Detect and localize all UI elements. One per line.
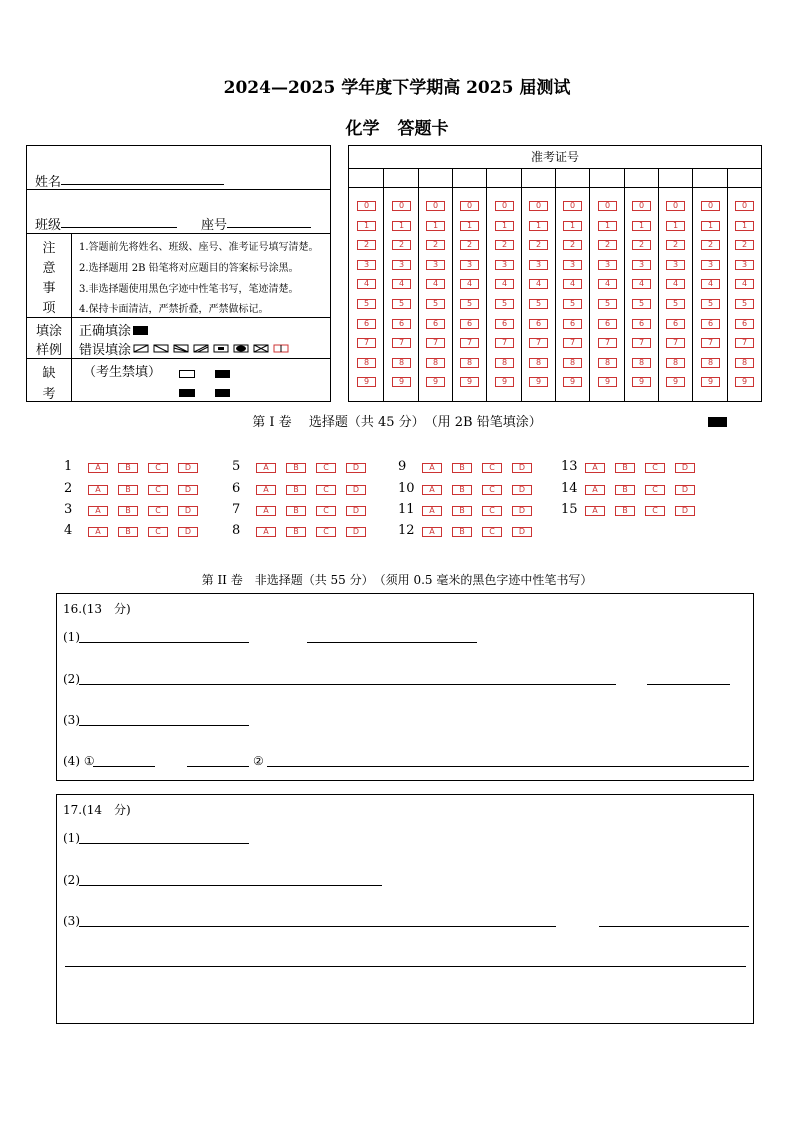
question-number: 12	[398, 523, 415, 538]
answer-option-bubble[interactable]: A	[422, 485, 442, 495]
exam-digit-bubble[interactable]: 6	[632, 319, 651, 329]
answer-option-bubble[interactable]: A	[88, 527, 108, 537]
exam-digit-bubble[interactable]: 0	[529, 201, 548, 211]
exam-digit-bubble[interactable]: 0	[666, 201, 685, 211]
answer-option-bubble[interactable]: B	[452, 485, 472, 495]
exam-digit-bubble[interactable]: 5	[632, 299, 651, 309]
q16-part3-label: (3)	[63, 713, 80, 727]
answer-option-bubble[interactable]: C	[645, 463, 665, 473]
notice-item: 4.保持卡面清洁，严禁折叠，严禁做标记。	[79, 304, 269, 315]
exam-digit-bubble[interactable]: 3	[563, 260, 582, 270]
answer-option-bubble[interactable]: D	[512, 485, 532, 495]
answer-option-bubble[interactable]: D	[675, 485, 695, 495]
q17-part2-answer-line[interactable]	[79, 885, 382, 886]
exam-digit-bubble[interactable]: 6	[666, 319, 685, 329]
answer-option-bubble[interactable]: C	[316, 485, 336, 495]
subject-label: 化学	[345, 119, 380, 139]
question-number: 7	[232, 502, 241, 517]
exam-digit-bubble[interactable]: 1	[529, 221, 548, 231]
exam-digit-bubble[interactable]: 4	[529, 279, 548, 289]
exam-digit-bubble[interactable]: 2	[666, 240, 685, 250]
answer-option-bubble[interactable]: D	[512, 463, 532, 473]
seat-label: 座号	[201, 218, 228, 233]
exam-digit-bubble[interactable]: 2	[392, 240, 411, 250]
notice-item: 2.选择题用 2B 铅笔将对应题目的答案标号涂黑。	[79, 263, 299, 274]
exam-digit-bubble[interactable]: 9	[529, 377, 548, 387]
question-16-box	[56, 593, 754, 781]
answer-option-bubble[interactable]: A	[585, 485, 605, 495]
exam-digit-bubble[interactable]: 2	[529, 240, 548, 250]
name-label: 姓名	[35, 175, 62, 190]
exam-digit-bubble[interactable]: 8	[460, 358, 479, 368]
answer-option-bubble[interactable]: A	[256, 463, 276, 473]
exam-digit-bubble[interactable]: 5	[598, 299, 617, 309]
notice-item: 1.答题前先将姓名、班级、座号、准考证号填写清楚。	[79, 242, 319, 253]
question-17-title: 17.(14 分)	[63, 803, 131, 817]
exam-digit-bubble[interactable]: 5	[735, 299, 754, 309]
q17-part1-answer-line[interactable]	[79, 843, 249, 844]
answer-option-bubble[interactable]: D	[178, 463, 198, 473]
q16-part4-answer-line-2[interactable]	[267, 766, 749, 767]
exam-digit-bubble[interactable]: 2	[632, 240, 651, 250]
exam-digit-bubble[interactable]: 2	[735, 240, 754, 250]
exam-digit-bubble[interactable]: 8	[632, 358, 651, 368]
exam-digit-bubble[interactable]: 8	[666, 358, 685, 368]
answer-option-bubble[interactable]: C	[482, 463, 502, 473]
card-label: 答题卡	[397, 119, 449, 139]
answer-option-bubble[interactable]: C	[482, 527, 502, 537]
exam-digit-bubble[interactable]: 1	[735, 221, 754, 231]
exam-digit-bubble[interactable]: 4	[392, 279, 411, 289]
exam-digit-bubble[interactable]: 2	[598, 240, 617, 250]
exam-digit-bubble[interactable]: 6	[392, 319, 411, 329]
question-16-title: 16.(13 分)	[63, 602, 131, 616]
q16-part4-answer-line-1b[interactable]	[187, 766, 249, 767]
class-label: 班级	[35, 218, 62, 233]
exam-digit-bubble[interactable]: 1	[701, 221, 720, 231]
exam-digit-bubble[interactable]: 4	[735, 279, 754, 289]
answer-option-bubble[interactable]: D	[178, 485, 198, 495]
answer-option-bubble[interactable]: B	[286, 506, 306, 516]
exam-digit-bubble[interactable]: 3	[426, 260, 445, 270]
exam-digit-bubble[interactable]: 4	[426, 279, 445, 289]
q16-part1-answer-line-2[interactable]	[307, 642, 477, 643]
answer-option-bubble[interactable]: A	[422, 506, 442, 516]
exam-digit-bubble[interactable]: 8	[357, 358, 376, 368]
answer-option-bubble[interactable]: B	[615, 463, 635, 473]
answer-option-bubble[interactable]: A	[256, 506, 276, 516]
exam-digit-bubble[interactable]: 2	[460, 240, 479, 250]
notice-char: 项	[42, 301, 56, 316]
exam-digit-bubble[interactable]: 5	[392, 299, 411, 309]
exam-digit-bubble[interactable]: 7	[735, 338, 754, 348]
exam-digit-bubble[interactable]: 1	[632, 221, 651, 231]
question-number: 13	[561, 459, 578, 474]
exam-digit-bubble[interactable]: 7	[392, 338, 411, 348]
exam-digit-bubble[interactable]: 0	[701, 201, 720, 211]
question-number: 15	[561, 502, 578, 517]
exam-digit-bubble[interactable]: 4	[701, 279, 720, 289]
answer-option-bubble[interactable]: A	[256, 485, 276, 495]
q17-part3-label: (3)	[63, 914, 80, 928]
exam-digit-bubble[interactable]: 4	[357, 279, 376, 289]
exam-digit-bubble[interactable]: 6	[495, 319, 514, 329]
exam-digit-bubble[interactable]: 9	[563, 377, 582, 387]
exam-digit-bubble[interactable]: 0	[392, 201, 411, 211]
answer-option-bubble[interactable]: C	[645, 506, 665, 516]
question-number: 11	[398, 502, 415, 517]
answer-option-bubble[interactable]: C	[148, 506, 168, 516]
exam-digit-bubble[interactable]: 4	[598, 279, 617, 289]
question-number: 9	[398, 459, 407, 474]
exam-digit-bubble[interactable]: 2	[563, 240, 582, 250]
answer-option-bubble[interactable]: B	[286, 527, 306, 537]
q16-part4-label-2: ②	[253, 754, 264, 768]
exam-digit-bubble[interactable]: 5	[426, 299, 445, 309]
exam-digit-bubble[interactable]: 6	[735, 319, 754, 329]
exam-digit-bubble[interactable]: 2	[701, 240, 720, 250]
answer-option-bubble[interactable]: B	[118, 463, 138, 473]
question-number: 3	[64, 502, 73, 517]
exam-digit-bubble[interactable]: 7	[357, 338, 376, 348]
question-number: 8	[232, 523, 241, 538]
sample-label: 样例	[35, 343, 62, 358]
exam-digit-bubble[interactable]: 9	[460, 377, 479, 387]
answer-option-bubble[interactable]: B	[286, 485, 306, 495]
exam-digit-bubble[interactable]: 6	[460, 319, 479, 329]
question-number: 4	[64, 523, 73, 538]
exam-digit-bubble[interactable]: 2	[357, 240, 376, 250]
exam-digit-bubble[interactable]: 3	[701, 260, 720, 270]
answer-option-bubble[interactable]: A	[256, 527, 276, 537]
exam-digit-bubble[interactable]: 3	[460, 260, 479, 270]
exam-digit-bubble[interactable]: 6	[598, 319, 617, 329]
answer-option-bubble[interactable]: D	[675, 506, 695, 516]
exam-digit-bubble[interactable]: 7	[426, 338, 445, 348]
exam-digit-bubble[interactable]: 9	[392, 377, 411, 387]
exam-digit-bubble[interactable]: 8	[426, 358, 445, 368]
exam-digit-bubble[interactable]: 0	[495, 201, 514, 211]
exam-digit-bubble[interactable]: 0	[632, 201, 651, 211]
exam-digit-bubble[interactable]: 5	[460, 299, 479, 309]
multiple-choice-area	[0, 0, 794, 560]
answer-option-bubble[interactable]: B	[118, 527, 138, 537]
q16-part4-answer-line-1[interactable]	[93, 766, 155, 767]
q17-part3-answer-line[interactable]	[79, 926, 556, 927]
answer-option-bubble[interactable]: C	[316, 463, 336, 473]
absent-note: （考生禁填）	[83, 365, 162, 380]
exam-digit-bubble[interactable]: 4	[666, 279, 685, 289]
section1-title: 第 I 卷 选择题（共 45 分） （用 2B 铅笔填涂）	[252, 415, 542, 430]
exam-digit-bubble[interactable]: 4	[563, 279, 582, 289]
absent-label: 缺	[42, 366, 56, 381]
exam-digit-bubble[interactable]: 5	[357, 299, 376, 309]
exam-digit-bubble[interactable]: 9	[357, 377, 376, 387]
question-number: 14	[561, 481, 578, 496]
answer-option-bubble[interactable]: A	[88, 463, 108, 473]
q16-part2-answer-line[interactable]	[79, 684, 616, 685]
question-number: 1	[64, 459, 73, 474]
exam-digit-bubble[interactable]: 2	[495, 240, 514, 250]
exam-digit-bubble[interactable]: 4	[460, 279, 479, 289]
notice-char: 注	[42, 241, 56, 256]
answer-option-bubble[interactable]: B	[452, 506, 472, 516]
exam-digit-bubble[interactable]: 3	[392, 260, 411, 270]
exam-digit-bubble[interactable]: 2	[426, 240, 445, 250]
answer-option-bubble[interactable]: A	[422, 463, 442, 473]
answer-option-bubble[interactable]: B	[615, 485, 635, 495]
answer-option-bubble[interactable]: B	[452, 463, 472, 473]
exam-digit-bubble[interactable]: 8	[563, 358, 582, 368]
exam-digit-bubble[interactable]: 7	[460, 338, 479, 348]
exam-digit-bubble[interactable]: 9	[666, 377, 685, 387]
answer-option-bubble[interactable]: B	[118, 506, 138, 516]
exam-digit-bubble[interactable]: 4	[495, 279, 514, 289]
exam-digit-bubble[interactable]: 1	[666, 221, 685, 231]
q16-part2-label: (2)	[63, 672, 80, 686]
answer-option-bubble[interactable]: B	[118, 485, 138, 495]
exam-digit-bubble[interactable]: 9	[701, 377, 720, 387]
wrong-fill-label: 错误填涂	[79, 343, 132, 358]
exam-digit-bubble[interactable]: 0	[357, 201, 376, 211]
notice-char: 意	[42, 261, 56, 276]
q16-part1-label: (1)	[63, 630, 80, 644]
exam-digit-bubble[interactable]: 8	[495, 358, 514, 368]
answer-option-bubble[interactable]: C	[148, 527, 168, 537]
exam-digit-bubble[interactable]: 9	[598, 377, 617, 387]
answer-option-bubble[interactable]: D	[512, 506, 532, 516]
exam-digit-bubble[interactable]: 7	[495, 338, 514, 348]
question-number: 10	[398, 481, 415, 496]
answer-option-bubble[interactable]: C	[482, 485, 502, 495]
q16-part1-answer-line[interactable]	[79, 642, 249, 643]
q17-part2-label: (2)	[63, 873, 80, 887]
q16-part3-answer-line[interactable]	[79, 725, 249, 726]
exam-digit-bubble[interactable]: 9	[426, 377, 445, 387]
exam-digit-bubble[interactable]: 6	[357, 319, 376, 329]
answer-option-bubble[interactable]: D	[512, 527, 532, 537]
sample-label: 填涂	[35, 324, 62, 339]
exam-digit-bubble[interactable]: 0	[426, 201, 445, 211]
answer-option-bubble[interactable]: D	[178, 527, 198, 537]
exam-digit-bubble[interactable]: 5	[666, 299, 685, 309]
exam-digit-bubble[interactable]: 3	[735, 260, 754, 270]
exam-digit-bubble[interactable]: 7	[666, 338, 685, 348]
exam-digit-bubble[interactable]: 1	[426, 221, 445, 231]
exam-digit-bubble[interactable]: 1	[392, 221, 411, 231]
exam-number-header: 准考证号	[349, 146, 761, 169]
exam-digit-bubble[interactable]: 1	[357, 221, 376, 231]
answer-option-bubble[interactable]: D	[346, 485, 366, 495]
answer-option-bubble[interactable]: D	[178, 506, 198, 516]
exam-digit-bubble[interactable]: 7	[632, 338, 651, 348]
exam-digit-bubble[interactable]: 7	[563, 338, 582, 348]
exam-digit-bubble[interactable]: 0	[598, 201, 617, 211]
answer-option-bubble[interactable]: A	[585, 506, 605, 516]
exam-digit-bubble[interactable]: 6	[529, 319, 548, 329]
exam-digit-bubble[interactable]: 6	[563, 319, 582, 329]
exam-digit-bubble[interactable]: 5	[495, 299, 514, 309]
exam-digit-bubble[interactable]: 8	[392, 358, 411, 368]
exam-digit-bubble[interactable]: 5	[529, 299, 548, 309]
exam-digit-bubble[interactable]: 4	[632, 279, 651, 289]
exam-digit-bubble[interactable]: 3	[529, 260, 548, 270]
question-number: 2	[64, 481, 73, 496]
exam-digit-bubble[interactable]: 1	[563, 221, 582, 231]
answer-option-bubble[interactable]: D	[346, 506, 366, 516]
absent-label: 考	[42, 387, 56, 402]
exam-digit-bubble[interactable]: 5	[563, 299, 582, 309]
question-17-box	[56, 794, 754, 1024]
q17-part3-answer-line-2[interactable]	[599, 926, 749, 927]
q17-part1-label: (1)	[63, 831, 80, 845]
answer-option-bubble[interactable]: C	[148, 463, 168, 473]
exam-digit-bubble[interactable]: 3	[357, 260, 376, 270]
answer-option-bubble[interactable]: D	[675, 463, 695, 473]
answer-option-bubble[interactable]: B	[452, 527, 472, 537]
question-number: 5	[232, 459, 241, 474]
notice-item: 3.非选择题使用黑色字迹中性笔书写，笔迹清楚。	[79, 284, 299, 295]
answer-option-bubble[interactable]: A	[585, 463, 605, 473]
exam-digit-bubble[interactable]: 6	[426, 319, 445, 329]
exam-digit-bubble[interactable]: 1	[598, 221, 617, 231]
answer-option-bubble[interactable]: C	[645, 485, 665, 495]
notice-char: 事	[42, 281, 56, 296]
question-number: 6	[232, 481, 241, 496]
exam-digit-bubble[interactable]: 7	[598, 338, 617, 348]
exam-digit-bubble[interactable]: 9	[495, 377, 514, 387]
answer-option-bubble[interactable]: A	[88, 506, 108, 516]
answer-option-bubble[interactable]: C	[316, 506, 336, 516]
exam-digit-bubble[interactable]: 8	[529, 358, 548, 368]
exam-digit-bubble[interactable]: 1	[495, 221, 514, 231]
exam-digit-bubble[interactable]: 3	[495, 260, 514, 270]
exam-digit-bubble[interactable]: 7	[529, 338, 548, 348]
section2-title: 第 II 卷 非选择题（共 55 分） （须用 0.5 毫米的黑色字迹中性笔书写）	[201, 573, 593, 587]
exam-digit-bubble[interactable]: 9	[735, 377, 754, 387]
correct-fill-label: 正确填涂	[79, 324, 132, 339]
answer-option-bubble[interactable]: C	[482, 506, 502, 516]
exam-digit-bubble[interactable]: 8	[701, 358, 720, 368]
exam-digit-bubble[interactable]: 8	[735, 358, 754, 368]
exam-digit-bubble[interactable]: 3	[598, 260, 617, 270]
exam-digit-bubble[interactable]: 7	[701, 338, 720, 348]
q17-part3-answer-line-3[interactable]	[65, 966, 746, 967]
q16-part2-answer-line-2[interactable]	[647, 684, 730, 685]
answer-option-bubble[interactable]: B	[286, 463, 306, 473]
exam-digit-bubble[interactable]: 0	[563, 201, 582, 211]
q16-part4-label: (4) ①	[63, 754, 95, 768]
exam-digit-bubble[interactable]: 0	[735, 201, 754, 211]
answer-option-bubble[interactable]: B	[615, 506, 635, 516]
answer-option-bubble[interactable]: C	[316, 527, 336, 537]
answer-option-bubble[interactable]: A	[88, 485, 108, 495]
exam-digit-bubble[interactable]: 6	[701, 319, 720, 329]
answer-option-bubble[interactable]: D	[346, 463, 366, 473]
exam-digit-bubble[interactable]: 3	[632, 260, 651, 270]
answer-option-bubble[interactable]: A	[422, 527, 442, 537]
page-title: 2024—2025 学年度下学期高 2025 届测试	[223, 78, 571, 98]
exam-digit-bubble[interactable]: 8	[598, 358, 617, 368]
exam-digit-bubble[interactable]: 5	[701, 299, 720, 309]
exam-digit-bubble[interactable]: 3	[666, 260, 685, 270]
answer-option-bubble[interactable]: C	[148, 485, 168, 495]
exam-digit-bubble[interactable]: 9	[632, 377, 651, 387]
exam-digit-bubble[interactable]: 1	[460, 221, 479, 231]
answer-option-bubble[interactable]: D	[346, 527, 366, 537]
exam-digit-bubble[interactable]: 0	[460, 201, 479, 211]
